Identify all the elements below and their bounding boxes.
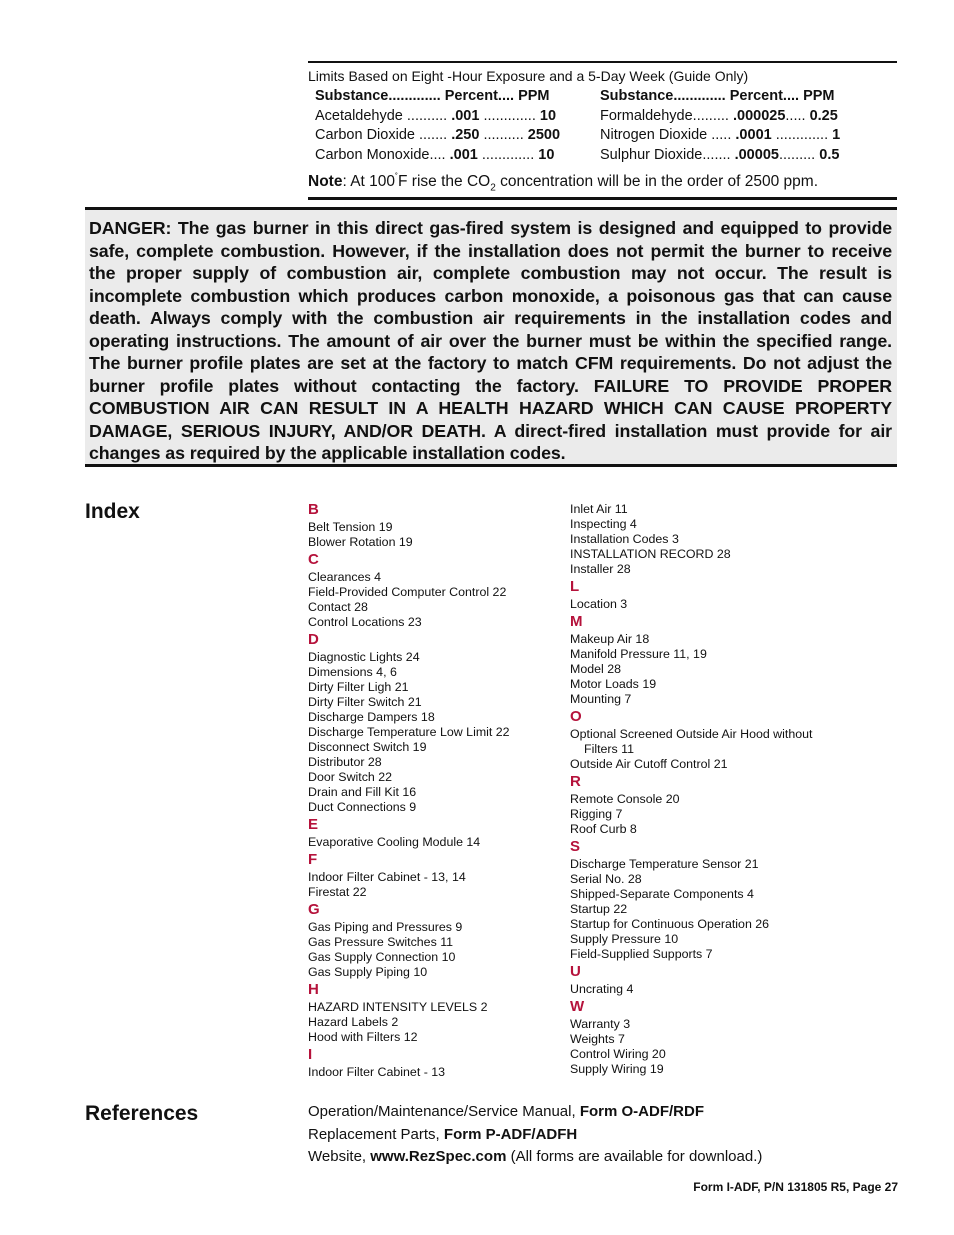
index-entry: Warranty 3 [570, 1017, 631, 1031]
substance-percent: .000025 [732, 107, 786, 124]
index-entry: Indoor Filter Cabinet - 13 [308, 1065, 446, 1079]
substance-percent: .001 [449, 147, 478, 164]
substance-percent: .00005 [734, 147, 779, 164]
index-entry: Gas Pressure Switches 11 [308, 935, 454, 949]
header-left: Substance............. Percent.... PPM [315, 88, 550, 104]
index-entry: Optional Screened Outside Air Hood without [570, 727, 813, 741]
index-entry: Gas Supply Connection 10 [308, 950, 456, 964]
substance-name: Carbon Monoxide.... [315, 147, 450, 164]
index-letter: R [570, 773, 581, 790]
index-entry: Field-Supplied Supports 7 [570, 947, 713, 961]
danger-text: DANGER: The gas burner in this direct gas-fired system is designed and equipped to provide safe, complete combustion. However, if the installation does not permit the burner to receive the proper supply of combustion air, complete combustion may not occur. The result is incomplete combustion which produces carbon monoxide, a poisonous gas that can cause death. Always comply with the combustion air requirements in the installation codes and operating instructions. The amount of air over the burner must be within the specified range. The burner profile plates are set at the factory to match CFM requirements. Do not adjust the burner profile plates without contacting the factory. FAILURE TO PROVIDE PROPER COMBUSTION AIR CAN RESULT IN A HEALTH HAZARD WHICH CAN CAUSE PROPERTY DAMAGE, SERIOUS INJURY, AND/OR DEATH. A direct-fired installation must provide for air changes as required by the applicable installation codes. [89, 218, 892, 463]
index-letter: F [308, 851, 318, 868]
index-entry: Drain and Fill Kit 16 [308, 785, 417, 799]
co2-note: Note: At 100˚F rise the $CO_2$ concentration will be in the order of 2500 ppm. [308, 171, 819, 193]
substance-name: Formaldehyde......... [600, 107, 733, 124]
limit-cell-left [315, 146, 600, 166]
index-entry: Dimensions 4, 6 [308, 665, 397, 679]
index-entry: Motor Loads 19 [570, 677, 657, 691]
index-letter: L [570, 578, 580, 595]
substance-name: Acetaldehyde .......... [315, 107, 452, 124]
index-entry: Discharge Temperature Low Limit 22 [308, 725, 510, 739]
index-letter: W [570, 998, 585, 1015]
reference-line [308, 1101, 762, 1124]
reference-suffix: (All forms are available for download.) [506, 1148, 763, 1165]
index-entry: Gas Supply Piping 10 [308, 965, 428, 979]
limit-cell-left [315, 107, 600, 127]
index-entry: Uncrating 4 [570, 982, 634, 996]
limit-cell-right [600, 107, 885, 127]
index-entry: Control Wiring 20 [570, 1047, 666, 1061]
index-letter: C [308, 551, 319, 568]
index-entry: Control Locations 23 [308, 615, 422, 629]
substance-percent: .250 [451, 127, 480, 144]
index-entry: Contact 28 [308, 600, 368, 614]
index-entry: Roof Curb 8 [570, 822, 637, 836]
index-column-2 [570, 502, 812, 1077]
limit-cell-right [600, 146, 885, 166]
index-entry: Manifold Pressure 11, 19 [570, 647, 707, 661]
reference-form: www.RezSpec.com [370, 1148, 507, 1165]
reference-text: Replacement Parts, [308, 1125, 444, 1143]
references-heading: References [85, 1102, 199, 1125]
substance-ppm: 0.25 [809, 107, 838, 124]
index-entry: Clearances 4 [308, 570, 382, 584]
index-letter: G [308, 901, 320, 918]
substance-name: Sulphur Dioxide....... [600, 147, 735, 164]
table-caption: Limits Based on Eight -Hour Exposure and a 5-Day Week (Guide Only) [308, 68, 749, 84]
reference-form: Form P-ADF/ADFH [443, 1125, 578, 1143]
index-entry: Blower Rotation 19 [308, 535, 413, 549]
index-entry: HAZARD INTENSITY LEVELS 2 [308, 1000, 488, 1014]
index-entry: Filters 11 [584, 742, 635, 756]
index-letter: H [308, 981, 319, 998]
index-entry: Location 3 [570, 597, 628, 611]
index-entry: Installation Codes 3 [570, 532, 679, 546]
index-entry: Makeup Air 18 [570, 632, 650, 646]
substance-name: Nitrogen Dioxide ..... [600, 127, 736, 144]
index-entry: Rigging 7 [570, 807, 623, 821]
index-entry: Dirty Filter Ligh 21 [308, 680, 409, 694]
index-letter: D [308, 631, 319, 648]
substance-name: Carbon Dioxide ....... [315, 127, 452, 144]
header-right: Substance............. Percent.... PPM [600, 88, 835, 104]
page-footer: Form I-ADF, P/N 131805 R5, Page 27 [693, 1180, 898, 1194]
index-entry: Discharge Temperature Sensor 21 [570, 857, 759, 871]
index-letter: U [570, 963, 581, 980]
index-entry: Field-Provided Computer Control 22 [308, 585, 507, 599]
exposure-limits-table [308, 61, 897, 200]
index-entry: Firestat 22 [308, 885, 367, 899]
dot-leader: ..... [785, 107, 810, 124]
reference-form: Form O-ADF/RDF [579, 1103, 704, 1120]
index-entry: Duct Connections 9 [308, 800, 417, 814]
index-entry: Discharge Dampers 18 [308, 710, 435, 724]
substance-ppm: 10 [538, 147, 555, 164]
index-entry: Startup for Continuous Operation 26 [570, 917, 770, 931]
reference-text: Website, [308, 1148, 371, 1165]
substance-percent: .001 [451, 107, 480, 124]
index-letter: I [308, 1046, 313, 1063]
index-letter: O [570, 708, 582, 725]
index-entry: Installer 28 [570, 562, 631, 576]
limit-cell-left [315, 126, 600, 146]
index-entry: Model 28 [570, 662, 621, 676]
substance-percent: .0001 [735, 127, 772, 144]
substance-ppm: 0.5 [819, 147, 840, 164]
index-entry: Door Switch 22 [308, 770, 393, 784]
index-entry: Weights 7 [570, 1032, 625, 1046]
reference-line [308, 1146, 762, 1169]
index-letter: E [308, 816, 319, 833]
dot-leader: ............. [771, 127, 833, 144]
index-entry: INSTALLATION RECORD 28 [570, 547, 731, 561]
danger-warning-box [85, 207, 897, 467]
references-list [308, 1101, 762, 1169]
index-entry: Indoor Filter Cabinet - 13, 14 [308, 870, 466, 884]
index-entry: Shipped-Separate Components 4 [570, 887, 754, 901]
index-entry: Dirty Filter Switch 21 [308, 695, 422, 709]
limits-grid [308, 87, 897, 166]
index-entry: Diagnostic Lights 24 [308, 650, 420, 664]
index-entry: Hood with Filters 12 [308, 1030, 418, 1044]
index-entry: Mounting 7 [570, 692, 632, 706]
index-entry: Supply Pressure 10 [570, 932, 679, 946]
substance-ppm: 1 [832, 127, 841, 144]
index-letter: S [570, 838, 581, 855]
reference-line [308, 1124, 762, 1147]
dot-leader: ............. [477, 147, 539, 164]
index-entry: Serial No. 28 [570, 872, 642, 886]
index-entry: Outside Air Cutoff Control 21 [570, 757, 728, 771]
substance-ppm: 10 [539, 107, 557, 124]
index-entry: Disconnect Switch 19 [308, 740, 427, 754]
reference-text: Operation/Maintenance/Service Manual, [308, 1103, 580, 1120]
index-entry: Hazard Labels 2 [308, 1015, 399, 1029]
substance-ppm: 2500 [527, 127, 561, 144]
index-entry: Distributor 28 [308, 755, 382, 769]
index-entry: Supply Wiring 19 [570, 1062, 664, 1076]
dot-leader: ............. [479, 107, 540, 124]
index-entry: Belt Tension 19 [308, 520, 393, 534]
index-letter: B [308, 501, 319, 518]
dot-leader: ......... [778, 147, 820, 164]
dot-leader: .......... [479, 127, 528, 144]
index-entry: Evaporative Cooling Module 14 [308, 835, 481, 849]
index-letter: M [570, 613, 583, 630]
index-entry: Inlet Air 11 [570, 502, 628, 516]
index-entry: Inspecting 4 [570, 517, 637, 531]
index-heading: Index [85, 500, 140, 523]
index-entry: Startup 22 [570, 902, 628, 916]
limit-cell-right [600, 126, 885, 146]
index-entry: Gas Piping and Pressures 9 [308, 920, 463, 934]
index-entry: Remote Console 20 [570, 792, 680, 806]
index-column-1 [308, 500, 510, 1080]
